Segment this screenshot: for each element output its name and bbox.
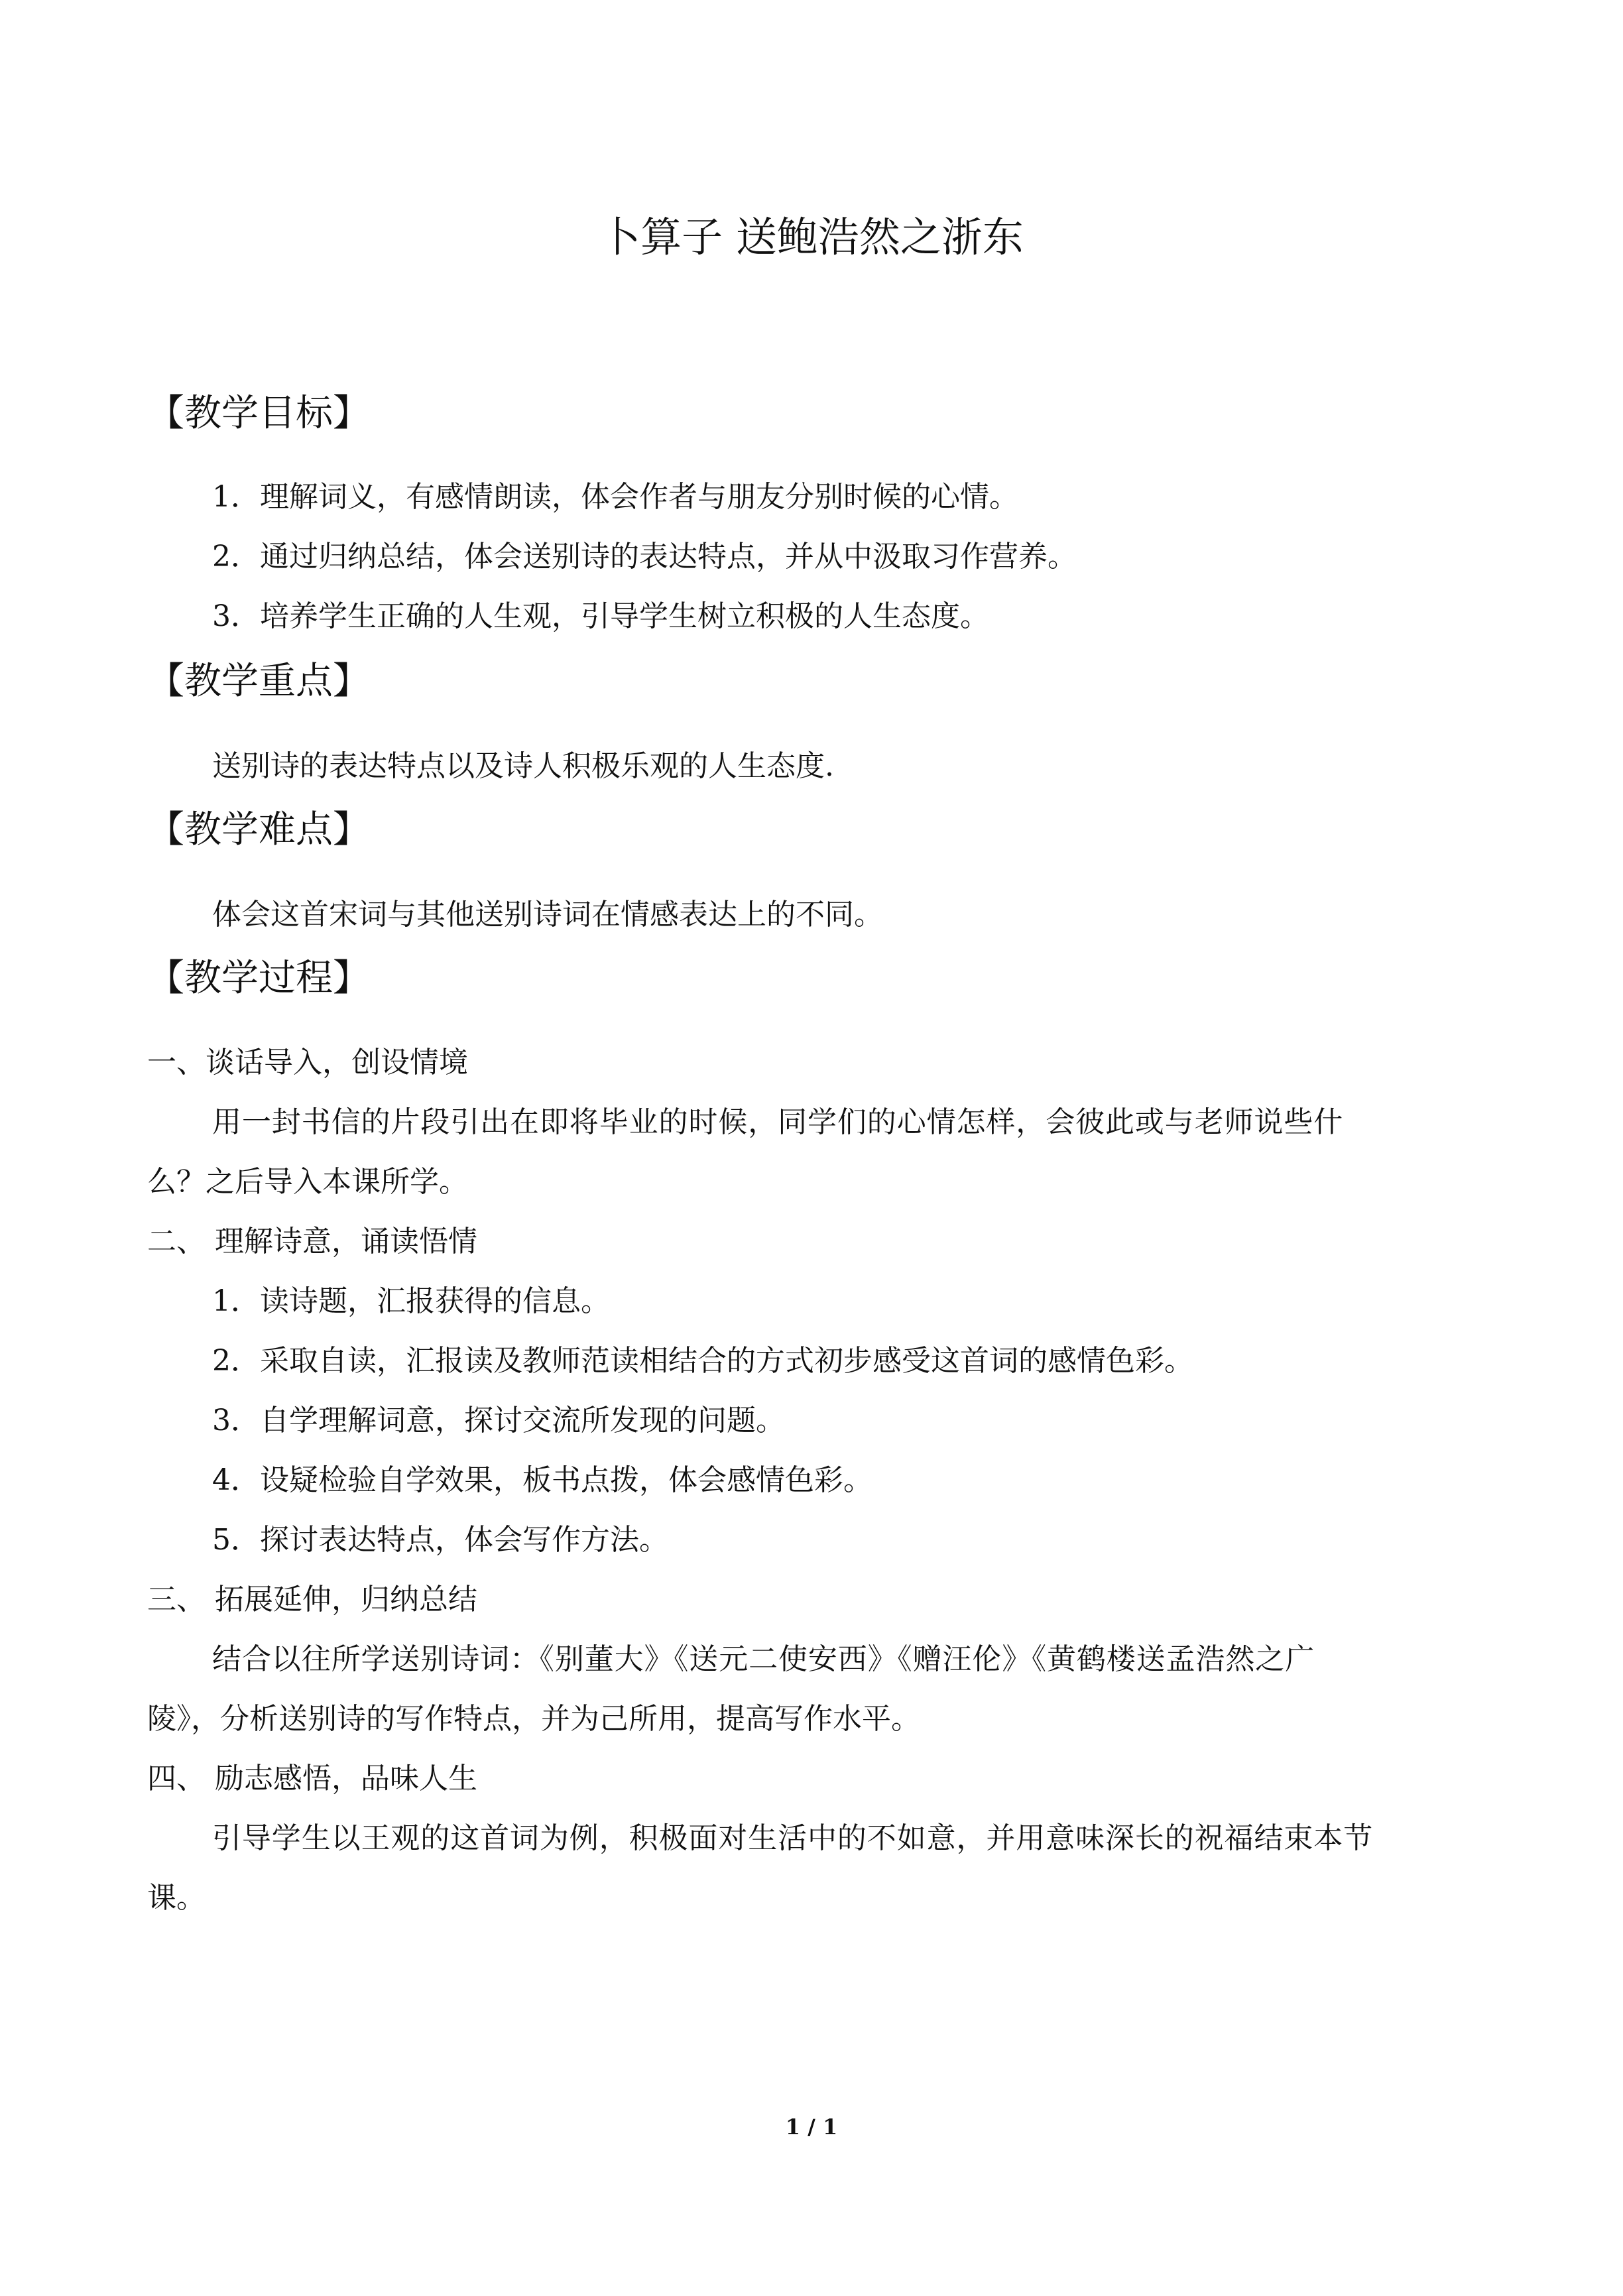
difficulties-heading: 【教学难点】: [147, 808, 370, 851]
difficulties-text: 体会这首宋词与其他送别诗词在情感表达上的不同。: [212, 898, 883, 932]
objective-item: 1．理解词义，有感情朗读，体会作者与朋友分别时候的心情。: [212, 480, 1018, 514]
process-step-item: 5．探讨表达特点，体会写作方法。: [212, 1523, 668, 1557]
process-step-text: 课。: [147, 1881, 206, 1915]
key-points-heading: 【教学重点】: [147, 660, 370, 703]
key-points-text: 送别诗的表达特点以及诗人积极乐观的人生态度.: [212, 749, 834, 783]
process-step-item: 4．设疑检验自学效果，板书点拨，体会感情色彩。: [212, 1463, 872, 1497]
process-step-title: 三、 拓展延伸，归纳总结: [147, 1583, 477, 1616]
process-step-text: 用一封书信的片段引出在即将毕业的时候，同学们的心情怎样，会彼此或与老师说些什: [212, 1105, 1344, 1139]
document-title: 卜算子 送鲍浩然之浙东: [599, 213, 1024, 261]
process-step-title: 一、谈话导入，创设情境: [147, 1046, 468, 1079]
objective-item: 3．培养学生正确的人生观，引导学生树立积极的人生态度。: [212, 599, 989, 633]
process-step-item: 2．采取自读，汇报读及教师范读相结合的方式初步感受这首词的感情色彩。: [212, 1344, 1193, 1378]
process-step-item: 3．自学理解词意，探讨交流所发现的问题。: [212, 1404, 785, 1437]
process-step-text: 结合以往所学送别诗词：《别董大》《送元二使安西》《赠汪伦》《黄鹤楼送孟浩然之广: [212, 1642, 1315, 1676]
objective-item: 2．通过归纳总结，体会送别诗的表达特点，并从中汲取习作营养。: [212, 540, 1077, 574]
objectives-heading: 【教学目标】: [147, 392, 370, 435]
process-step-title: 二、 理解诗意，诵读悟情: [147, 1225, 477, 1258]
process-step-text: 么？之后导入本课所学。: [147, 1165, 468, 1199]
page-number: 1 / 1: [785, 2114, 838, 2140]
process-step-text: 陵》，分析送别诗的写作特点，并为己所用，提高写作水平。: [147, 1702, 920, 1736]
process-heading: 【教学过程】: [147, 957, 370, 1000]
process-step-title: 四、 励志感悟，品味人生: [147, 1762, 477, 1795]
process-step-item: 1．读诗题，汇报获得的信息。: [212, 1284, 610, 1318]
process-step-text: 引导学生以王观的这首词为例，积极面对生活中的不如意，并用意味深长的祝福结束本节: [212, 1821, 1374, 1855]
